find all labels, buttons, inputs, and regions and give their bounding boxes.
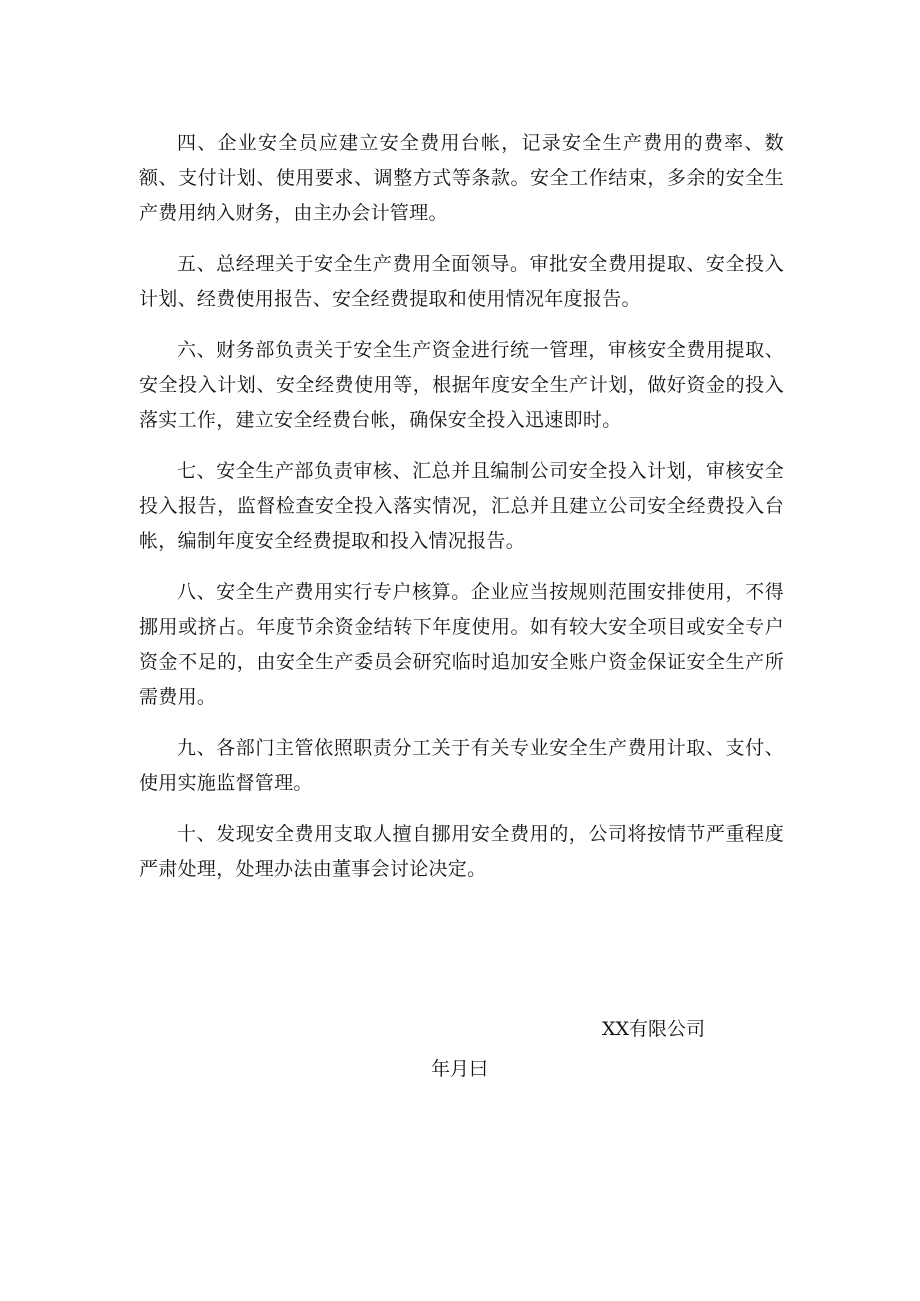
paragraph-7: 七、安全生产部负责审核、汇总并且编制公司安全投入计划，审核安全投入报告，监督检查安全投入落实情况，汇总并且建立公司安全经费投入台帐，编制年度安全经费提取和投入情况报告。 <box>139 460 784 552</box>
document-body <box>139 126 784 903</box>
paragraph-10: 十、发现安全费用支取人擅自挪用安全费用的，公司将按情节严重程度严肃处理，处理办法由董事会讨论决定。 <box>139 823 784 880</box>
company-signature: XX有限公司 <box>602 1018 706 1040</box>
paragraph-9: 九、各部门主管依照职责分工关于有关专业安全生产费用计取、支付、使用实施监督管理。 <box>139 737 784 794</box>
paragraph-8: 八、安全生产费用实行专户核算。企业应当按规则范围安排使用，不得挪用或挤占。年度节余资金结转下年度使用。如有较大安全项目或安全专户资金不足的，由安全生产委员会研究临时追加安全账户资金保证安全生产所需费用。 <box>139 581 784 708</box>
signature-date: 年月曰 <box>431 1058 489 1080</box>
paragraph-4: 四、企业安全员应建立安全费用台帐，记录安全生产费用的费率、数额、支付计划、使用要求、调整方式等条款。安全工作结束，多余的安全生产费用纳入财务，由主办会计管理。 <box>139 132 784 224</box>
paragraph-6: 六、财务部负责关于安全生产资金进行统一管理，审核安全费用提取、安全投入计划、安全经费使用等，根据年度安全生产计划，做好资金的投入落实工作，建立安全经费台帐，确保安全投入迅速即时。 <box>139 339 784 431</box>
paragraph-5: 五、总经理关于安全生产费用全面领导。审批安全费用提取、安全投入计划、经费使用报告、安全经费提取和使用情况年度报告。 <box>139 253 784 310</box>
